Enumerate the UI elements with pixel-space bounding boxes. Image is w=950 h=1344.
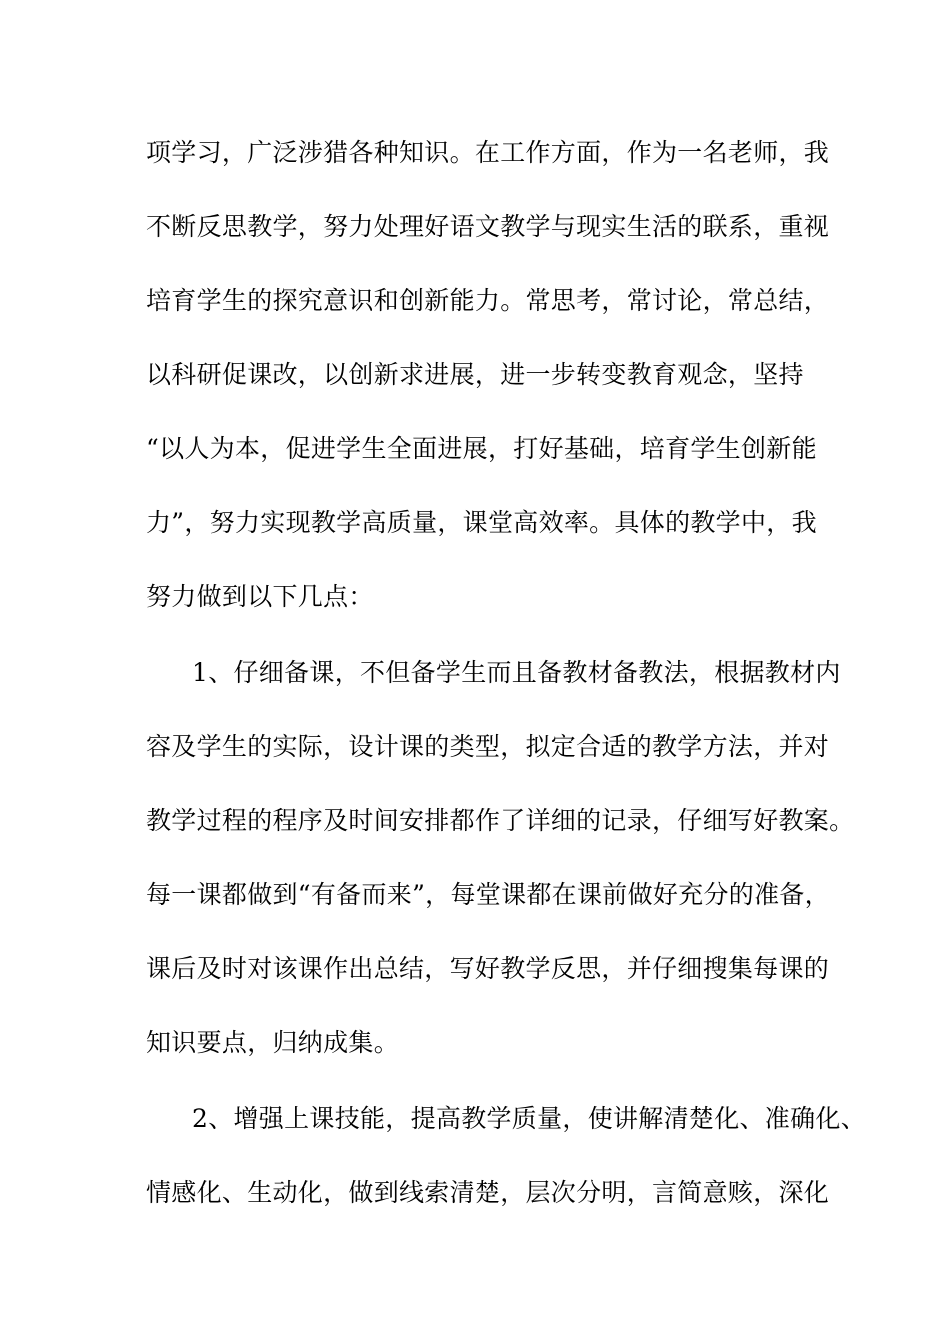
text-line: 力”，努力实现教学高质量，课堂高效率。具体的教学中，我 <box>146 508 817 537</box>
text-line: 知识要点，归纳成集。 <box>146 1028 400 1057</box>
paragraph-start-line: 1、仔细备课，不但备学生而且备教材备教法，根据教材内 <box>192 658 841 687</box>
text-line: 努力做到以下几点： <box>146 582 374 611</box>
text-line: 项学习，广泛涉猎各种知识。在工作方面，作为一名老师，我 <box>146 138 830 167</box>
text-line: 教学过程的程序及时间安排都作了详细的记录，仔细写好教案。 <box>146 806 855 835</box>
text-line: 容及学生的实际，设计课的类型，拟定合适的教学方法，并对 <box>146 732 830 761</box>
text-line: 情感化、生动化，做到线索清楚，层次分明，言简意赅，深化 <box>146 1178 830 1207</box>
text-line: 课后及时对该课作出总结，写好教学反思，并仔细搜集每课的 <box>146 954 830 983</box>
text-line: 不断反思教学，努力处理好语文教学与现实生活的联系，重视 <box>146 212 830 241</box>
text-line: “以人为本，促进学生全面进展，打好基础，培育学生创新能 <box>146 434 817 463</box>
text-line: 每一课都做到“有备而来”，每堂课都在课前做好充分的准备， <box>146 880 830 909</box>
paragraph-start-line: 2、增强上课技能，提高教学质量，使讲解清楚化、准确化、 <box>192 1104 867 1133</box>
text-line: 以科研促课改，以创新求进展，进一步转变教育观念，坚持 <box>146 360 804 389</box>
text-line: 培育学生的探究意识和创新能力。常思考，常讨论，常总结， <box>146 286 830 315</box>
